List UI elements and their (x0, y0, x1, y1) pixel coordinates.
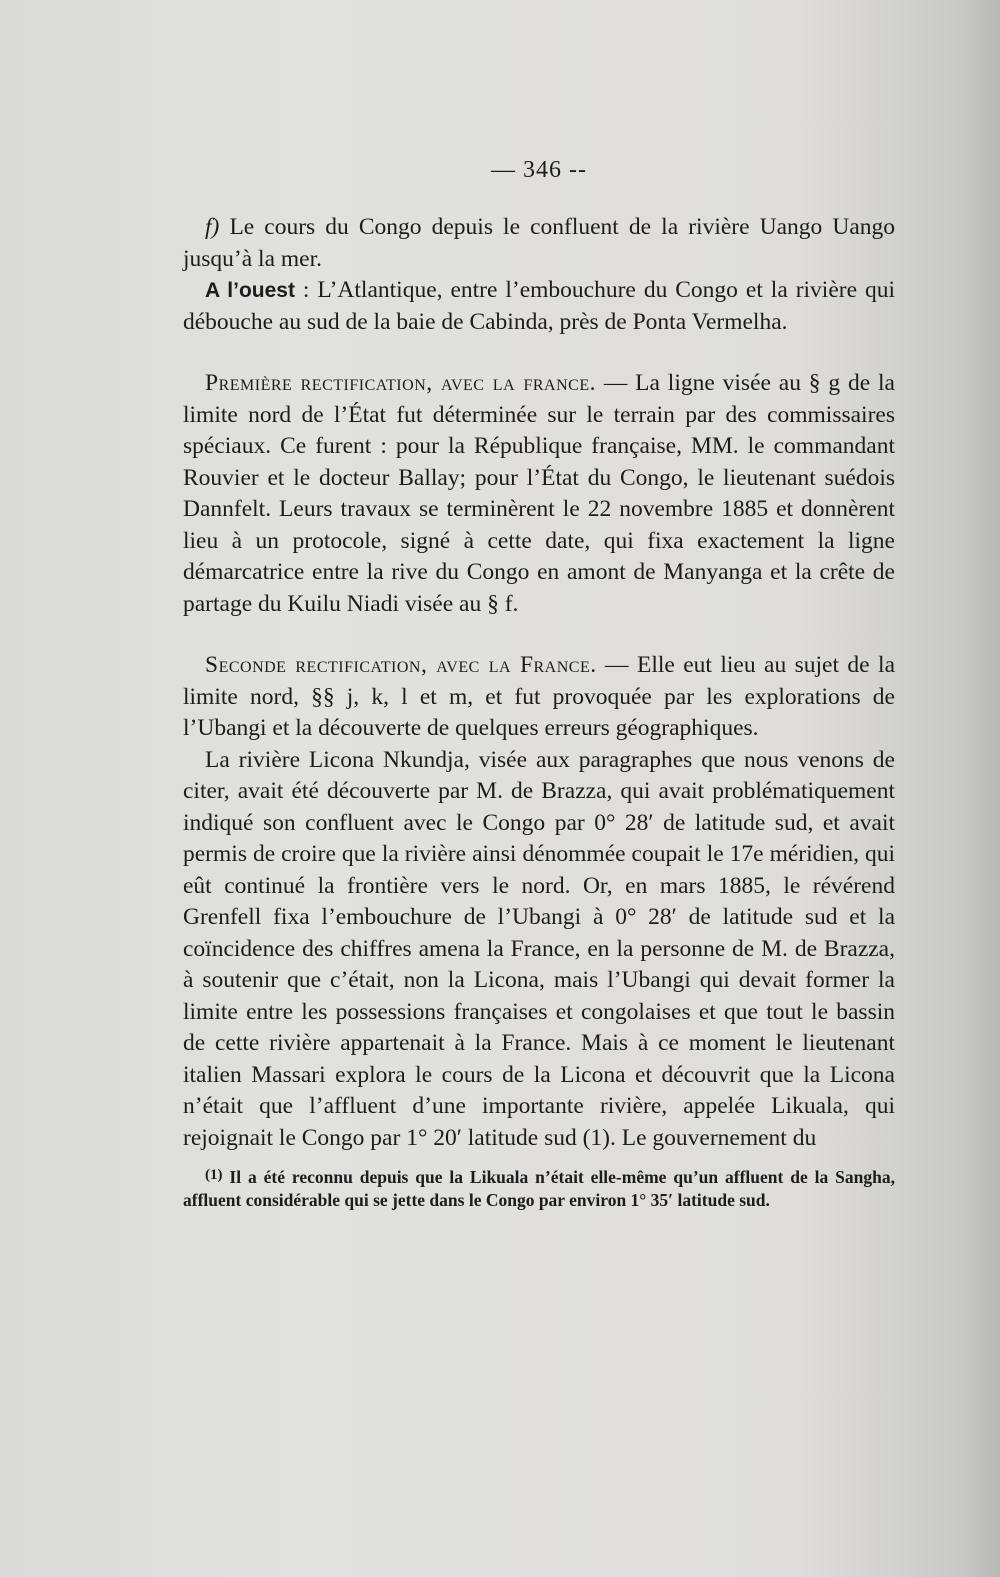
footnote-text: Il a été reconnu depuis que la Likuala n’était elle-même qu’un affluent de la Sangha, affluent considérable qui se jette dans le Congo par environ 1° 35′ latitude sud. (183, 1167, 895, 1210)
paragraph-f (183, 212, 895, 275)
list-marker: f) (205, 214, 220, 240)
footnote-mark: (1) (205, 1167, 223, 1183)
paragraph-text: : L’Atlantique, entre l’embouchure du Congo et la rivière qui débouche au sud de la baie de Cabinda, près de Ponta Vermelha. (183, 277, 895, 335)
paragraph-ouest (183, 275, 895, 338)
paragraph-text: — Elle eut lieu au sujet de la limite nord, §§ j, k, l et m, et fut provoquée par les explorations de l’Ubangi et la découverte de quelques erreurs géographiques. (183, 652, 895, 741)
paragraph-text: Le cours du Congo depuis le confluent de la rivière Uango Uango jusqu’à la mer. (183, 214, 895, 272)
paragraph-text: — La ligne visée au § g de la limite nord de l’État fut déterminée sur le terrain par des commissaires spéciaux. Ce furent : pour la République française, MM. le commandant Rouvier et le docteur Ballay; pour l’État du Congo, le lieutenant suédois Dannfelt. Leurs travaux se terminèrent le 22 novembre 1885 et donnèrent lieu à un protocole, signé à cette date, qui fixa exactement la ligne démarcatrice entre la rive du Congo en amont de Manyanga et la crête de partage du Kuilu Niadi visée au § f. (183, 370, 895, 617)
run-in-label: A l’ouest (205, 279, 295, 302)
section-heading: Première rectification, avec la france. (205, 370, 596, 396)
footnote (183, 1164, 895, 1212)
body-text (183, 212, 895, 1212)
page-number: — 346 -- (491, 157, 587, 183)
paragraph-premiere-rectification (183, 368, 895, 620)
paragraph-seconde-rectification (183, 650, 895, 745)
paragraph-licona: La rivière Licona Nkundja, visée aux paragraphes que nous venons de citer, avait été découverte par M. de Brazza, qui avait problématiquement indiqué son confluent avec le Congo par 0° 28′ de latitude sud, et avait permis de croire que la rivière ainsi dénommée coupait le 17e méridien, qui eût continué la frontière vers le nord. Or, en mars 1885, le révérend Grenfell fixa l’embouchure de l’Ubangi à 0° 28′ de latitude sud et la coïncidence des chiffres amena la France, en la personne de M. de Brazza, à soutenir que c’était, non la Licona, mais l’Ubangi qui devait former la limite entre les possessions françaises et congolaises et que tout le bassin de cette rivière appartenait à la France. Mais à ce moment le lieutenant italien Massari explora le cours de la Licona et découvrit que la Licona n’était que l’affluent d’une importante rivière, appelée Likuala, qui rejoignait le Congo par 1° 20′ latitude sud (1). Le gouvernement du (183, 746, 895, 1151)
section-heading: Seconde rectification, avec la France. (205, 652, 597, 678)
